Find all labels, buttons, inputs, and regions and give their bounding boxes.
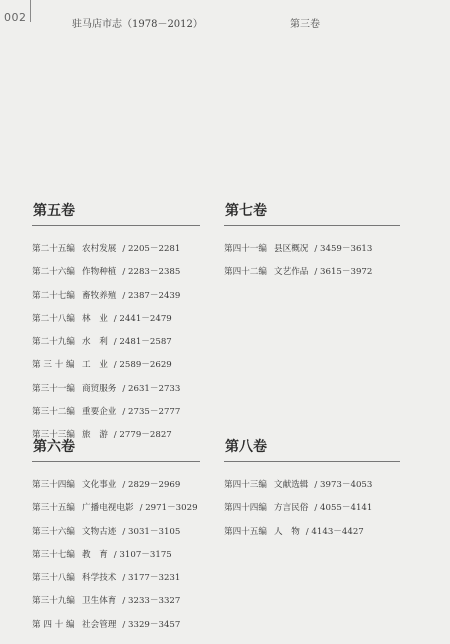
toc-entry[interactable] (32, 238, 200, 261)
entry-name: 县区概况 (274, 244, 309, 254)
entry-label: 第三十八编 (32, 573, 75, 584)
entry-range: / 2205－2281 (122, 244, 181, 254)
entry-range: / 3233－3327 (122, 596, 181, 607)
entry-label: 第四十四编 (224, 503, 267, 514)
toc-entry[interactable] (32, 285, 200, 308)
entry-label: 第 三 十 编 (32, 360, 75, 371)
entry-name: 畜牧养殖 (82, 290, 117, 301)
toc-entry[interactable] (32, 261, 200, 284)
volume-rule (32, 461, 200, 462)
entry-label: 第三十六编 (32, 526, 75, 537)
entry-name: 商贸服务 (82, 383, 117, 394)
entry-name: 方言民俗 (274, 503, 309, 514)
entry-range: / 2631－2733 (122, 383, 181, 394)
toc-entry[interactable] (32, 354, 200, 377)
volume-section-5 (32, 201, 200, 448)
toc-entry[interactable] (32, 331, 200, 354)
entry-label: 第四十三编 (224, 480, 267, 490)
entry-range: / 3329－3457 (122, 619, 181, 630)
entry-label: 第三十四编 (32, 480, 75, 490)
entry-name: 文物古迹 (82, 526, 117, 537)
entry-range: / 2735－2777 (122, 407, 181, 418)
entry-name: 工 业 (82, 360, 108, 371)
entry-range: / 2441－2479 (113, 313, 172, 324)
entry-range: / 3459－3613 (314, 244, 373, 254)
entry-label: 第二十九编 (32, 337, 75, 348)
entry-name: 文化事业 (82, 480, 117, 490)
entry-list (32, 474, 200, 637)
entry-label: 第三十三编 (32, 430, 75, 441)
volume-section-7 (224, 201, 400, 285)
toc-entry[interactable] (32, 521, 200, 544)
entry-range: / 3177－3231 (122, 573, 181, 584)
entry-label: 第二十八编 (32, 313, 75, 324)
toc-entry[interactable] (32, 401, 200, 424)
entry-name: 卫生体育 (82, 596, 117, 607)
entry-list (224, 238, 400, 285)
entry-name: 文献选辑 (274, 480, 309, 490)
header-divider (30, 0, 31, 22)
entry-name: 科学技术 (82, 573, 117, 584)
toc-entry[interactable] (32, 567, 200, 590)
volume-title: 第七卷 (225, 203, 267, 219)
toc-entry[interactable] (32, 497, 200, 520)
entry-range: / 2481－2587 (113, 337, 172, 348)
entry-label: 第三十九编 (32, 596, 75, 607)
volume-section-8 (224, 437, 400, 544)
entry-label: 第三十一编 (32, 383, 75, 394)
entry-name: 广播电视电影 (82, 503, 134, 514)
entry-range: / 2829－2969 (122, 480, 181, 490)
page-header (0, 0, 450, 30)
toc-entry[interactable] (32, 544, 200, 567)
entry-range: / 4055－4141 (314, 503, 373, 514)
toc-entry[interactable] (32, 378, 200, 401)
entry-list (32, 238, 200, 448)
entry-name: 教 育 (82, 549, 108, 560)
entry-name: 人 物 (274, 526, 300, 537)
toc-entry[interactable] (32, 590, 200, 613)
volume-label: 第三卷 (290, 19, 320, 30)
entry-list (224, 474, 400, 544)
toc-entry[interactable] (32, 308, 200, 331)
entry-range: / 2971－3029 (139, 503, 198, 514)
entry-label: 第二十六编 (32, 267, 75, 278)
page-number: 002 (4, 11, 27, 24)
entry-range: / 2589－2629 (113, 360, 172, 371)
volume-rule (224, 225, 400, 226)
volume-rule (32, 225, 200, 226)
entry-label: 第四十二编 (224, 267, 267, 278)
toc-entry[interactable] (32, 474, 200, 497)
entry-range: / 4143－4427 (305, 526, 364, 537)
entry-range: / 3615－3972 (314, 267, 373, 278)
entry-label: 第二十七编 (32, 290, 75, 301)
entry-label: 第四十五编 (224, 526, 267, 537)
entry-label: 第三十五编 (32, 503, 75, 514)
entry-label: 第二十五编 (32, 244, 75, 254)
entry-range: / 2779－2827 (113, 430, 172, 441)
toc-entry[interactable] (224, 261, 400, 284)
entry-range: / 3973－4053 (314, 480, 373, 490)
entry-range: / 2283－2385 (122, 267, 181, 278)
toc-entry[interactable] (224, 474, 400, 497)
entry-range: / 2387－2439 (122, 290, 181, 301)
entry-name: 林 业 (82, 313, 108, 324)
entry-name: 重要企业 (82, 407, 117, 418)
toc-entry[interactable] (224, 521, 400, 544)
entry-label: 第三十二编 (32, 407, 75, 418)
volume-title: 第五卷 (33, 203, 75, 219)
toc-entry[interactable] (32, 614, 200, 637)
entry-range: / 3107－3175 (113, 549, 172, 560)
entry-name: 社会管理 (82, 619, 117, 630)
entry-name: 文艺作品 (274, 267, 309, 278)
entry-label: 第三十七编 (32, 549, 75, 560)
entry-name: 旅 游 (82, 430, 108, 441)
toc-entry[interactable] (224, 238, 400, 261)
toc-entry[interactable] (224, 497, 400, 520)
volume-title: 第六卷 (33, 439, 75, 455)
volume-rule (224, 461, 400, 462)
entry-name: 作物种植 (82, 267, 117, 278)
book-title: 驻马店市志（1978－2012） (72, 19, 203, 30)
entry-name: 农村发展 (82, 244, 117, 254)
entry-range: / 3031－3105 (122, 526, 181, 537)
volume-section-6 (32, 437, 200, 637)
entry-label: 第 四 十 编 (32, 619, 75, 630)
entry-name: 水 利 (82, 337, 108, 348)
volume-title: 第八卷 (225, 439, 267, 455)
entry-label: 第四十一编 (224, 244, 267, 254)
